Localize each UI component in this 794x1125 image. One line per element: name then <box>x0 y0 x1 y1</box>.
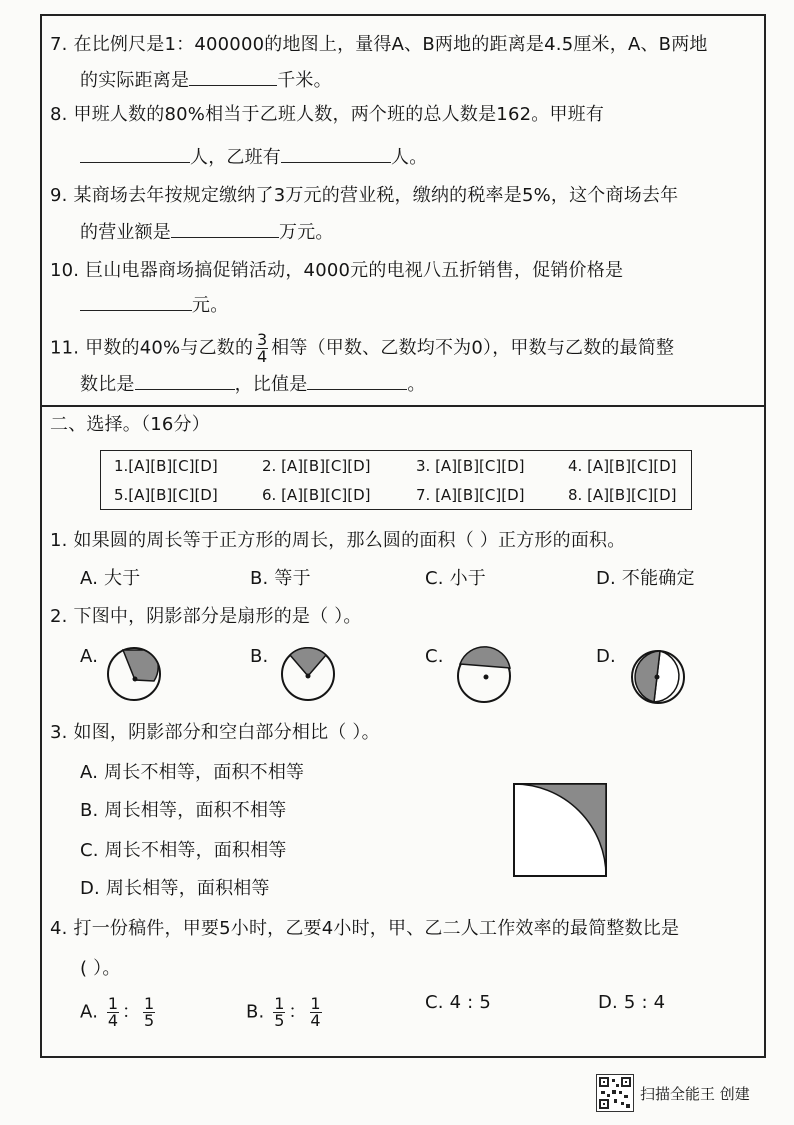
figure-a <box>104 644 164 704</box>
q7-line2: 的实际距离是 千米。 <box>80 70 332 91</box>
q8-line1: 8. 甲班人数的80%相当于乙班人数，两个班的总人数是162。甲班有 <box>50 104 605 125</box>
figure-d <box>628 644 688 704</box>
figure-square-quarter-circle <box>513 783 609 879</box>
q11-line2: 数比是 ，比值是 。 <box>80 374 426 395</box>
q8-blank-1[interactable] <box>80 146 190 163</box>
answer-choice-6[interactable]: 6. [A][B][C][D] <box>262 486 371 504</box>
q8-blank-2[interactable] <box>281 146 391 163</box>
figure-b <box>278 644 338 704</box>
q9-blank[interactable] <box>171 221 279 238</box>
q11-blank-2[interactable] <box>307 373 407 390</box>
c4-option-b[interactable]: B. $\frac{1}{5}$ ： $\frac{1}{4}$ <box>246 994 321 1030</box>
c2-label-a[interactable]: A. <box>80 646 99 667</box>
answer-choice-1[interactable]: 1.[A][B][C][D] <box>114 457 218 475</box>
c4-stem: 4. 打一份稿件，甲要5小时，乙要4小时，甲、乙二人工作效率的最简整数比是 <box>50 918 680 939</box>
footer-watermark: 扫描全能王 创建 <box>640 1085 750 1103</box>
q11-fraction: $\frac{3}{4}$ <box>256 330 268 366</box>
c2-stem: 2. 下图中，阴影部分是扇形的是（ ）。 <box>50 606 362 627</box>
c3-option-d[interactable]: D. 周长相等，面积相等 <box>80 878 270 899</box>
answer-choice-5[interactable]: 5.[A][B][C][D] <box>114 486 218 504</box>
c2-label-b[interactable]: B. <box>250 646 269 667</box>
c1-option-d[interactable]: D. 不能确定 <box>596 568 695 589</box>
q11-blank-1[interactable] <box>135 373 235 390</box>
answer-choice-8[interactable]: 8. [A][B][C][D] <box>568 486 677 504</box>
q10-line1: 10. 巨山电器商场搞促销活动，4000元的电视八五折销售，促销价格是 <box>50 260 624 281</box>
answer-choice-4[interactable]: 4. [A][B][C][D] <box>568 457 677 475</box>
c1-stem: 1. 如果圆的周长等于正方形的周长，那么圆的面积（ ）正方形的面积。 <box>50 530 626 551</box>
section2-title: 二、选择。（16分） <box>50 414 210 435</box>
answer-choice-2[interactable]: 2. [A][B][C][D] <box>262 457 371 475</box>
c4-line2: ( ）。 <box>80 958 121 979</box>
q11-line1: 11. 甲数的40%与乙数的 $\frac{3}{4}$ 相等（甲数、乙数均不为0），甲数与乙数的最简整 <box>50 330 675 366</box>
q10-line2: 元。 <box>80 294 228 317</box>
c2-label-c[interactable]: C. <box>425 646 444 667</box>
qr-code-icon <box>596 1074 634 1112</box>
answer-choice-7[interactable]: 7. [A][B][C][D] <box>416 486 525 504</box>
c4-option-a[interactable]: A. $\frac{1}{4}$ ： $\frac{1}{5}$ <box>80 994 155 1030</box>
c1-option-a[interactable]: A. 大于 <box>80 568 141 589</box>
q7-line1: 7. 在比例尺是1：400000的地图上，量得A、B两地的距离是4.5厘米，A、B两地 <box>50 34 708 55</box>
c2-label-d[interactable]: D. <box>596 646 616 667</box>
q7-blank[interactable] <box>189 69 277 86</box>
c4-option-c[interactable]: C. 4 : 5 <box>425 992 492 1013</box>
figure-c <box>454 644 514 704</box>
c3-option-b[interactable]: B. 周长相等，面积不相等 <box>80 800 287 821</box>
c3-option-a[interactable]: A. 周长不相等，面积不相等 <box>80 762 305 783</box>
c4-option-d[interactable]: D. 5 : 4 <box>598 992 666 1013</box>
q8-line2: 人，乙班有 人。 <box>80 146 427 169</box>
c1-option-b[interactable]: B. 等于 <box>250 568 311 589</box>
q9-line1: 9. 某商场去年按规定缴纳了3万元的营业税，缴纳的税率是5%，这个商场去年 <box>50 185 679 206</box>
q9-line2: 的营业额是 万元。 <box>80 222 334 243</box>
q10-blank[interactable] <box>80 294 192 311</box>
answer-choice-3[interactable]: 3. [A][B][C][D] <box>416 457 525 475</box>
c3-stem: 3. 如图，阴影部分和空白部分相比（ ）。 <box>50 722 380 743</box>
c3-option-c[interactable]: C. 周长不相等，面积相等 <box>80 840 287 861</box>
c1-option-c[interactable]: C. 小于 <box>425 568 487 589</box>
